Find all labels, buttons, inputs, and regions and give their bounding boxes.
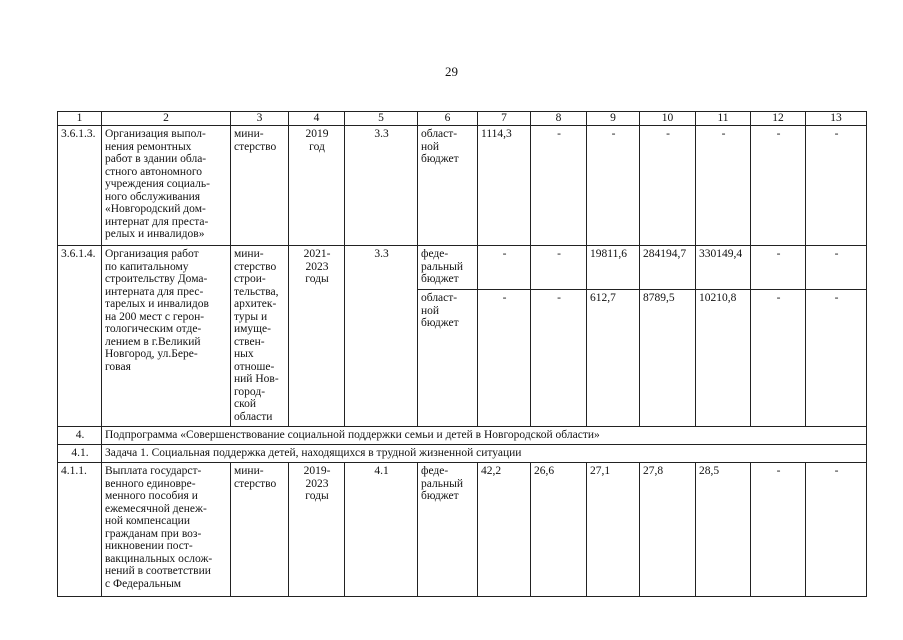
funding-source: феде- ральный бюджет: [418, 246, 478, 290]
row-number: 3.6.1.3.: [58, 126, 102, 246]
funding-source: феде- ральный бюджет: [418, 463, 478, 597]
column-number: 2: [102, 112, 231, 126]
target-indicator: 3.3: [345, 126, 418, 246]
value-cell: 8789,5: [640, 290, 696, 427]
column-number: 7: [478, 112, 531, 126]
value-cell: -: [531, 126, 587, 246]
column-number: 8: [531, 112, 587, 126]
task-row: [58, 445, 867, 463]
funding-source: област- ной бюджет: [418, 290, 478, 427]
activity-name: Выплата государст- венного единовре- менного пособия и ежемесячной денеж- ной компенсации гражданам при воз- никновении пост- вакцинальных ослож- нений в соответствии с Федеральным: [102, 463, 231, 597]
value-cell: -: [751, 246, 806, 290]
value-cell: -: [696, 126, 751, 246]
column-number: 9: [587, 112, 640, 126]
value-cell: 42,2: [478, 463, 531, 597]
value-cell: 284194,7: [640, 246, 696, 290]
executor: мини- стерство строи- тельства, архитек- туры и имуще- ствен- ных отноше- ний Нов- город- ской области: [231, 246, 289, 427]
value-cell: -: [806, 126, 867, 246]
row-number: 3.6.1.4.: [58, 246, 102, 427]
column-number: 10: [640, 112, 696, 126]
column-number: 11: [696, 112, 751, 126]
period: 2021- 2023 годы: [289, 246, 345, 427]
executor: мини- стерство: [231, 463, 289, 597]
value-cell: -: [640, 126, 696, 246]
value-cell: 10210,8: [696, 290, 751, 427]
column-number: 4: [289, 112, 345, 126]
row-number: 4.: [58, 427, 102, 445]
target-indicator: 4.1: [345, 463, 418, 597]
table-row-3-6-1-4: [58, 246, 867, 290]
value-cell: -: [751, 290, 806, 427]
value-cell: -: [478, 246, 531, 290]
value-cell: 28,5: [696, 463, 751, 597]
task-title: Задача 1. Социальная поддержка детей, находящихся в трудной жизненной ситуации: [102, 445, 867, 463]
table-row-4-1-1: [58, 463, 867, 597]
value-cell: -: [806, 246, 867, 290]
value-cell: 19811,6: [587, 246, 640, 290]
row-number: 4.1.1.: [58, 463, 102, 597]
column-number: 5: [345, 112, 418, 126]
value-cell: 26,6: [531, 463, 587, 597]
column-number: 3: [231, 112, 289, 126]
period: 2019- 2023 годы: [289, 463, 345, 597]
value-cell: 27,1: [587, 463, 640, 597]
page-number: 29: [445, 64, 458, 79]
value-cell: -: [806, 463, 867, 597]
value-cell: -: [587, 126, 640, 246]
value-cell: -: [806, 290, 867, 427]
column-number: 13: [806, 112, 867, 126]
period: 2019 год: [289, 126, 345, 246]
value-cell: 27,8: [640, 463, 696, 597]
column-number-row: [58, 112, 867, 126]
column-number: 6: [418, 112, 478, 126]
executor: мини- стерство: [231, 126, 289, 246]
value-cell: -: [531, 290, 587, 427]
column-number: 1: [58, 112, 102, 126]
funding-source: област- ной бюджет: [418, 126, 478, 246]
value-cell: 1114,3: [478, 126, 531, 246]
value-cell: -: [751, 463, 806, 597]
program-table: [57, 111, 867, 597]
subprogram-title: Подпрограмма «Совершенствование социальной поддержки семьи и детей в Новгородской области»: [102, 427, 867, 445]
target-indicator: 3.3: [345, 246, 418, 427]
activity-name: Организация выпол- нения ремонтных работ в здании обла- стного автономного учреждения социаль- ного обслуживания «Новгородский дом- интернат для преста- релых и инвалидов»: [102, 126, 231, 246]
value-cell: -: [478, 290, 531, 427]
column-number: 12: [751, 112, 806, 126]
activity-name: Организация работ по капитальному строительству Дома- интерната для прес- тарелых и инвалидов на 200 мест с герон- тологическим отде- лением в г.Великий Новгород, ул.Бере- говая: [102, 246, 231, 427]
value-cell: -: [531, 246, 587, 290]
row-number: 4.1.: [58, 445, 102, 463]
value-cell: 612,7: [587, 290, 640, 427]
table-row-3-6-1-3: [58, 126, 867, 246]
subprogram-row: [58, 427, 867, 445]
value-cell: -: [751, 126, 806, 246]
value-cell: 330149,4: [696, 246, 751, 290]
